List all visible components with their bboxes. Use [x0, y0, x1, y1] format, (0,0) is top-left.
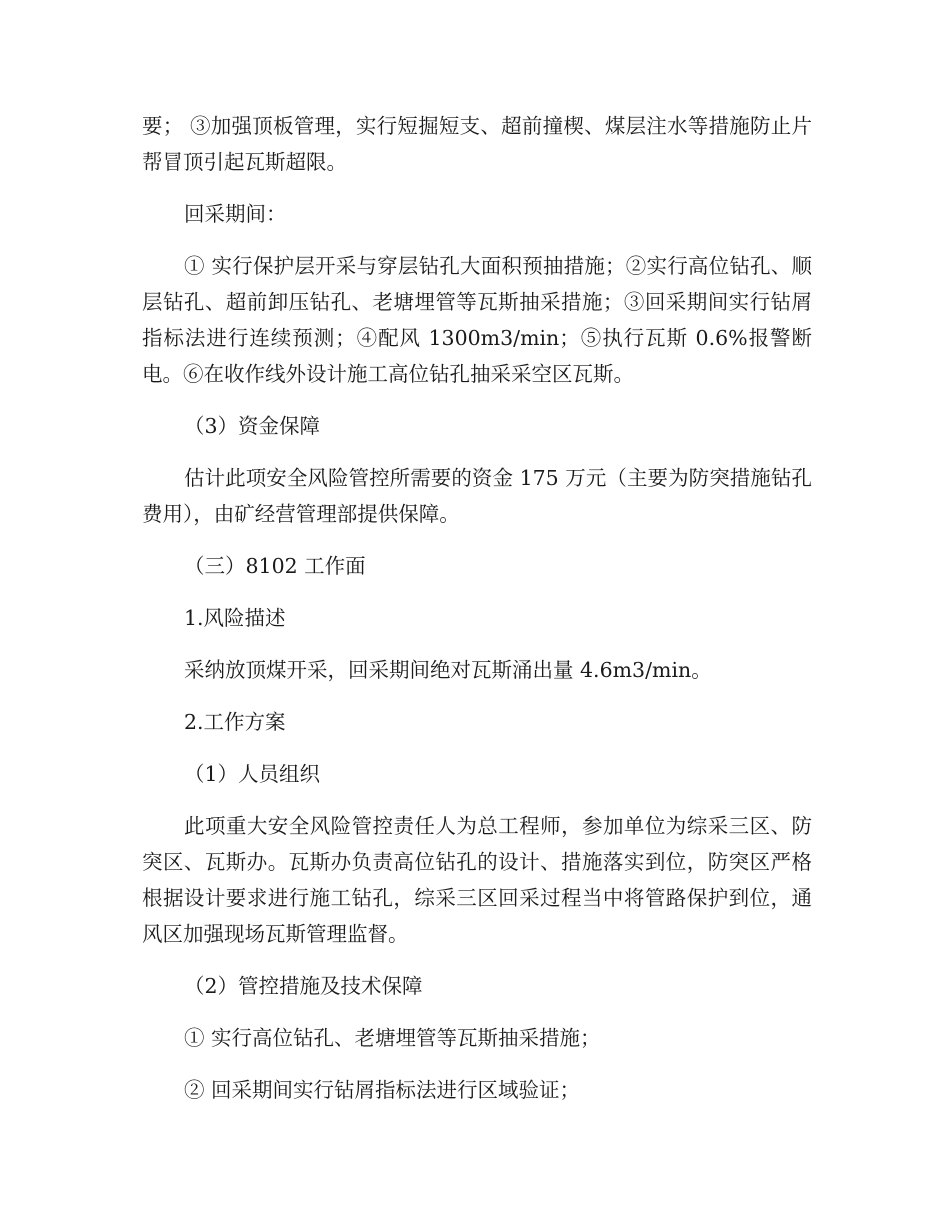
subheading-personnel: （1）人员组织 — [184, 762, 321, 786]
subheading-work-plan: 2.工作方案 — [184, 710, 286, 734]
paragraph-risk-description: 采纳放顶煤开采，回采期间绝对瓦斯涌出量 4.6m3/min。 — [184, 658, 712, 682]
paragraph-topside-measures: 要； ③加强顶板管理，实行短掘短支、超前撞楔、煤层注水等措施防止片帮冒顶引起瓦斯超限。 — [142, 114, 812, 174]
document-body — [142, 108, 812, 1108]
subheading-risk-description: 1.风险描述 — [184, 606, 286, 630]
paragraph-mining-period-heading: 回采期间： — [184, 202, 287, 226]
paragraph-mining-period-measures: ① 实行保护层开采与穿层钻孔大面积预抽措施；②实行高位钻孔、顺层钻孔、超前卸压钻孔、老塘埋管等瓦斯抽采措施；③回采期间实行钻屑指标法进行连续预测；④配风 1300m3/min；⑤执行瓦斯 0.6%报警断电。⑥在收作线外设计施工高位钻孔抽采采空区瓦斯。 — [142, 254, 812, 386]
subheading-control-measures: （2）管控措施及技术保障 — [184, 974, 423, 998]
paragraph-personnel-detail: 此项重大安全风险管控责任人为总工程师，参加单位为综采三区、防突区、瓦斯办。瓦斯办负责高位钻孔的设计、措施落实到位，防突区严格根据设计要求进行施工钻孔，综采三区回采过程当中将管路保护到位，通风区加强现场瓦斯管理监督。 — [142, 814, 812, 946]
list-item-measure-2: ② 回采期间实行钻屑指标法进行区域验证； — [184, 1078, 581, 1102]
paragraph-funding-detail: 估计此项安全风险管控所需要的资金 175 万元（主要为防突措施钻孔费用），由矿经营管理部提供保障。 — [142, 466, 812, 526]
paragraph-funding-heading: （3）资金保障 — [184, 414, 321, 438]
section-heading-8102: （三）8102 工作面 — [184, 554, 366, 578]
list-item-measure-1: ① 实行高位钻孔、老塘埋管等瓦斯抽采措施； — [184, 1026, 601, 1050]
